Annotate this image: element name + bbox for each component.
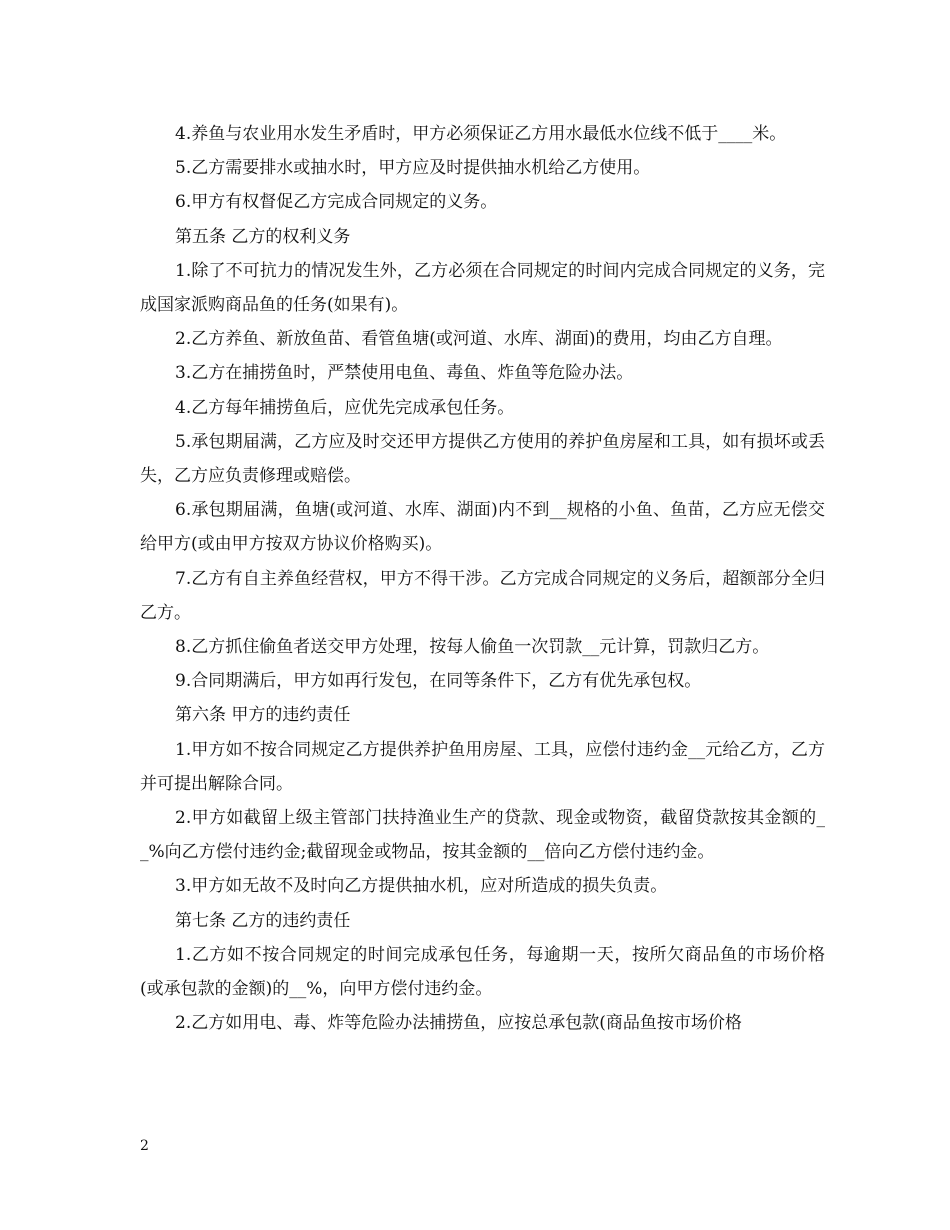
paragraph-article-6-item-3: 3.甲方如无故不及时向乙方提供抽水机，应对所造成的损失负责。 — [175, 876, 668, 897]
paragraph-article-5-item-1: 1.除了不可抗力的情况发生外，乙方必须在合同规定的时间内完成合同规定的义务，完成国家派购商品鱼的任务(如果有)。 — [140, 260, 825, 316]
paragraph-clause-5-pump: 5.乙方需要排水或抽水时，甲方应及时提供抽水机给乙方使用。 — [175, 158, 651, 179]
paragraph-article-5-item-4: 4.乙方每年捕捞鱼后，应优先完成承包任务。 — [175, 397, 515, 418]
paragraph-article-5-item-7: 7.乙方有自主养鱼经营权，甲方不得干涉。乙方完成合同规定的义务后，超额部分全归乙方。 — [140, 568, 825, 623]
paragraph-article-5-item-3: 3.乙方在捕捞鱼时，严禁使用电鱼、毒鱼、炸鱼等危险办法。 — [175, 363, 634, 384]
paragraph-clause-6-supervise: 6.甲方有权督促乙方完成合同规定的义务。 — [175, 192, 498, 213]
paragraph-article-5-item-9: 9.合同期满后，甲方如再行发包，在同等条件下，乙方有优先承包权。 — [175, 671, 702, 692]
paragraph-article-5-item-8: 8.乙方抓住偷鱼者送交甲方处理，按每人偷鱼一次罚款__元计算，罚款归乙方。 — [175, 637, 770, 658]
section-heading-article-7: 第七条 乙方的违约责任 — [175, 910, 351, 931]
paragraph-article-5-item-5: 5.承包期届满，乙方应及时交还甲方提供乙方使用的养护鱼房屋和工具，如有损坏或丢失，乙方应负责修理或赔偿。 — [140, 431, 825, 487]
paragraph-article-6-item-2: 2.甲方如截留上级主管部门扶持渔业生产的贷款、现金或物资，截留贷款按其金额的__%向乙方偿付违约金;截留现金或物品，按其金额的__倍向乙方偿付违约金。 — [140, 808, 825, 863]
document-body — [140, 117, 825, 1040]
paragraph-clause-4-water-level: 4.养鱼与农业用水发生矛盾时，甲方必须保证乙方用水最低水位线不低于____米。 — [175, 124, 787, 144]
paragraph-article-5-item-2: 2.乙方养鱼、新放鱼苗、看管鱼塘(或河道、水库、湖面)的费用，均由乙方自理。 — [175, 329, 783, 350]
paragraph-article-6-item-1: 1.甲方如不按合同规定乙方提供养护鱼用房屋、工具，应偿付违约金__元给乙方，乙方并可提出解除合同。 — [140, 739, 825, 794]
paragraph-article-7-item-1: 1.乙方如不按合同规定的时间完成承包任务，每逾期一天，按所欠商品鱼的市场价格(或承包款的金额)的__%，向甲方偿付违约金。 — [140, 944, 825, 1000]
section-heading-article-6: 第六条 甲方的违约责任 — [175, 705, 351, 726]
page-number: 2 — [140, 1138, 149, 1154]
paragraph-article-5-item-6: 6.承包期届满，鱼塘(或河道、水库、湖面)内不到__规格的小鱼、鱼苗，乙方应无偿交给甲方(或由甲方按双方协议价格购买)。 — [140, 500, 825, 555]
paragraph-article-7-item-2: 2.乙方如用电、毒、炸等危险办法捕捞鱼，应按总承包款(商品鱼按市场价格 — [175, 1013, 742, 1034]
section-heading-article-5: 第五条 乙方的权利义务 — [175, 226, 351, 247]
